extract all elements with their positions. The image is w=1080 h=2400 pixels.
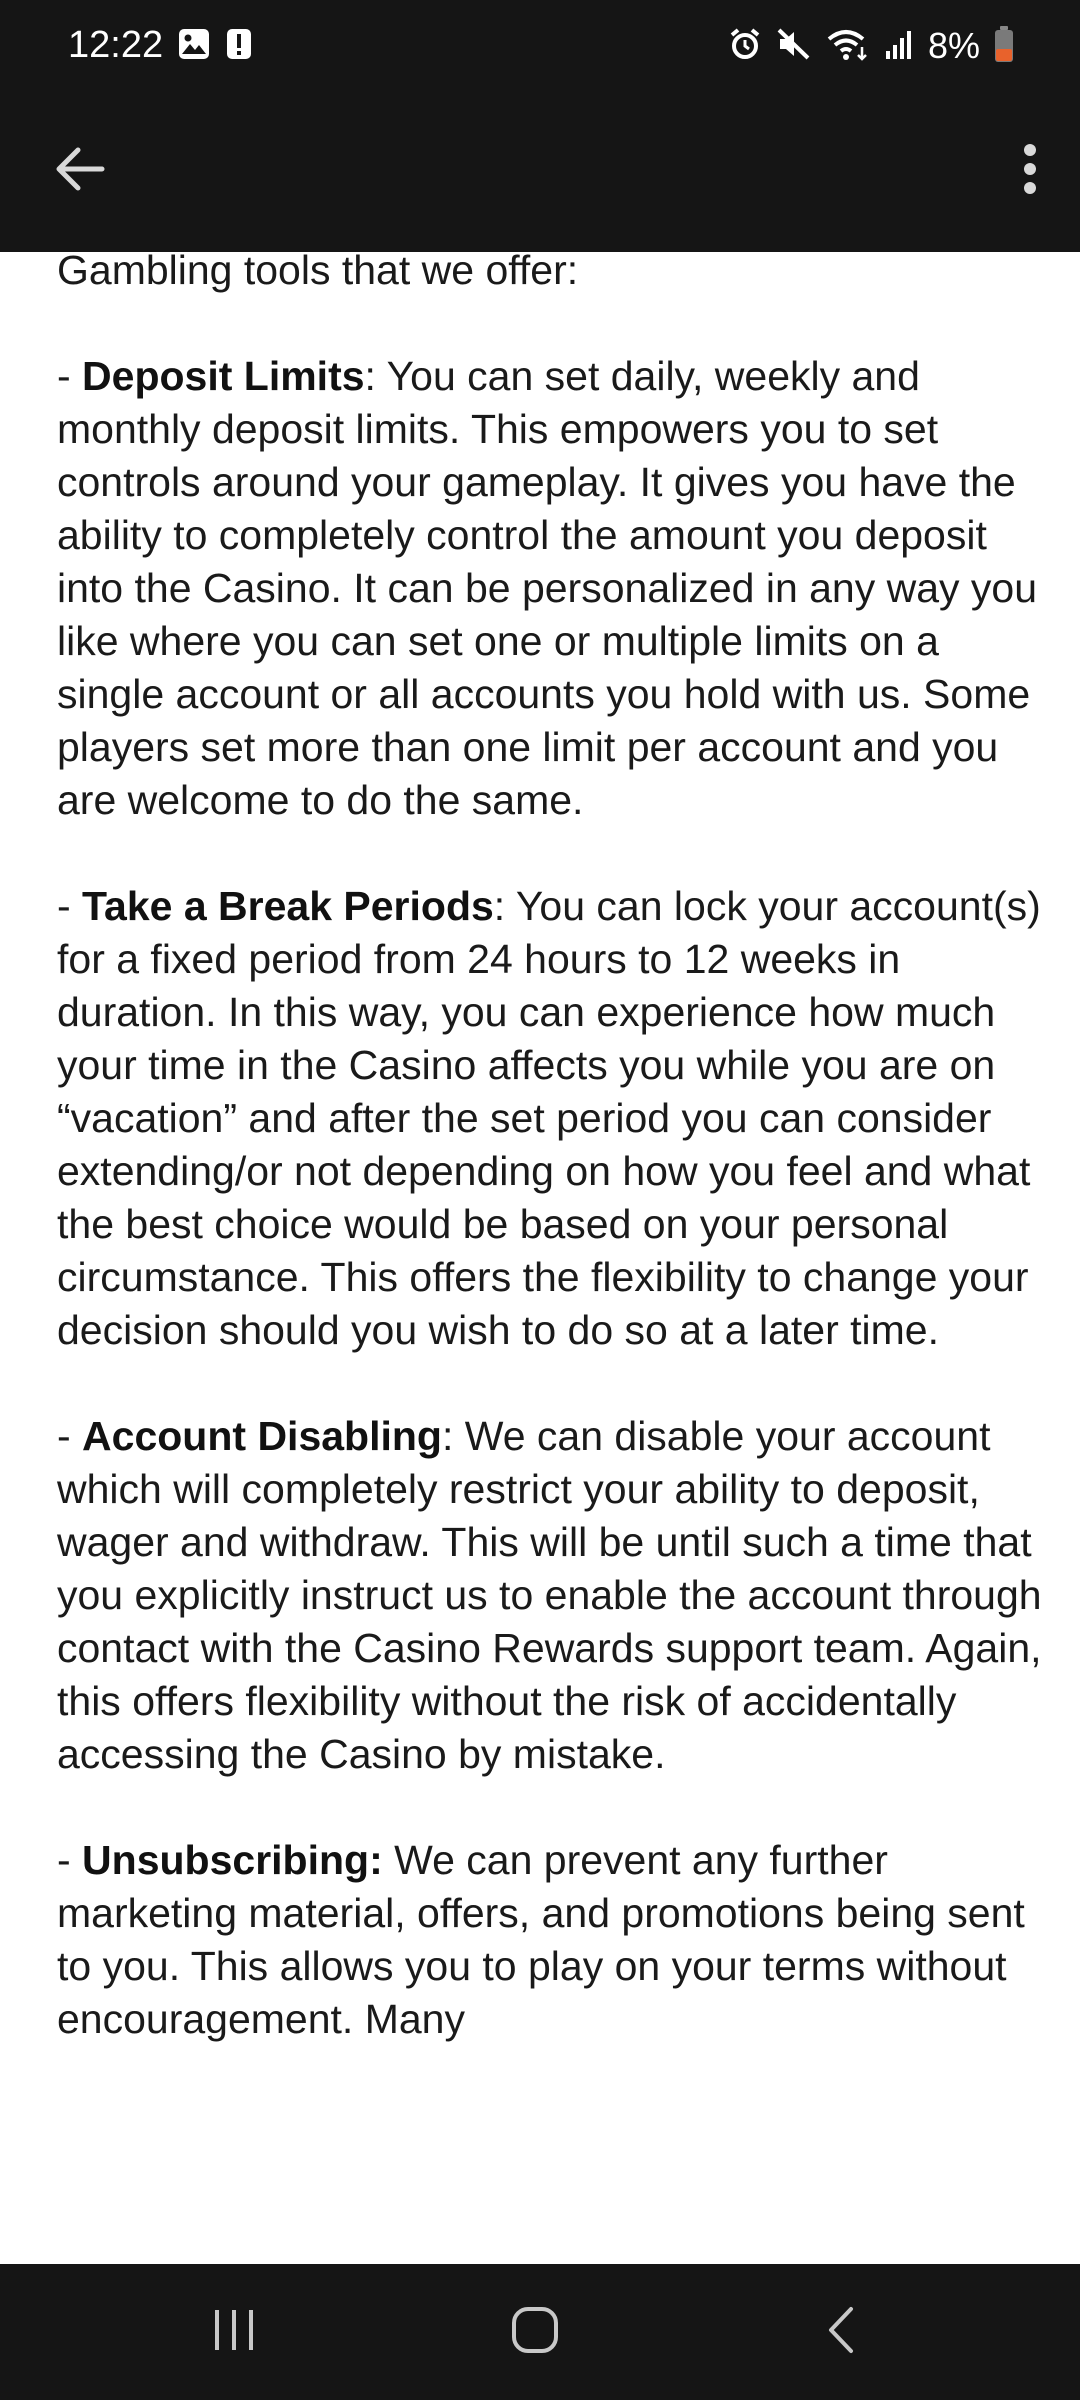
battery-icon — [994, 25, 1014, 68]
recents-icon — [209, 2307, 259, 2358]
section-account-disabling — [57, 1410, 1057, 1781]
section-title: Unsubscribing: — [82, 1837, 383, 1883]
system-nav-bar — [0, 2264, 1080, 2400]
status-bar — [0, 0, 1080, 90]
arrow-left-icon — [54, 146, 106, 197]
nav-back-icon — [823, 2305, 857, 2360]
intro-text: Gambling tools that we offer: — [57, 252, 579, 293]
home-button[interactable] — [475, 2292, 595, 2372]
more-options-button[interactable] — [1000, 126, 1060, 216]
section-body: : You can set daily, weekly and monthly deposit limits. This empowers you to set controls around your gameplay. It gives you have the ability to completely control the amount you deposit into the Casino. It can be personalized in any way you like where you can set one or multiple limits on a single account or all accounts you hold with us. Some players set more than one limit per account and you are welcome to do the same. — [57, 353, 1038, 823]
section-prefix: - — [57, 353, 83, 399]
section-deposit-limits — [57, 350, 1057, 827]
back-button[interactable] — [40, 126, 120, 216]
section-prefix: - — [57, 883, 83, 929]
image-icon — [178, 28, 210, 65]
status-right-icons — [728, 20, 1014, 72]
section-take-a-break — [57, 880, 1057, 1357]
section-body: : We can disable your account which will completely restrict your ability to deposit, wager and withdraw. This will be until such a time that you explicitly instruct us to enable the account through contact with the Casino Rewards support team. Again, this offers flexibility without the risk of accidentally accessing the Casino by mistake. — [57, 1413, 1042, 1777]
more-vert-icon — [1022, 143, 1038, 200]
alert-icon — [226, 28, 252, 65]
content-text — [57, 252, 1057, 2099]
status-left-icons — [178, 28, 252, 65]
section-prefix: - — [57, 1413, 83, 1459]
home-icon — [510, 2305, 560, 2360]
section-body: : You can lock your account(s) for a fixed period from 24 hours to 12 weeks in duration. In this way, you can experience how much your time in the Casino affects you while you are on “vacation” and after the set period you can consider extending/or not depending on how you feel and what the best choice would be based on your personal circumstance. This offers the flexibility to change your decision should you wish to do so at a later time. — [57, 883, 1041, 1353]
alarm-icon — [728, 27, 762, 66]
section-unsubscribing — [57, 1834, 1057, 2046]
content-area[interactable] — [0, 252, 1080, 2264]
section-body: We can prevent any further marketing material, offers, and promotions being sent to you. This allows you to play on your terms without encouragement. Many — [57, 1837, 1025, 2042]
battery-percent: 8% — [927, 25, 980, 66]
section-title: Account Disabling — [82, 1413, 442, 1459]
recents-button[interactable] — [174, 2292, 294, 2372]
section-prefix: - — [57, 1837, 83, 1883]
mute-icon — [776, 27, 812, 66]
app-bar — [0, 90, 1080, 252]
wifi-icon — [826, 27, 870, 66]
signal-icon — [884, 27, 914, 66]
nav-back-button[interactable] — [780, 2292, 900, 2372]
status-time: 12:22 — [68, 24, 164, 66]
section-title: Deposit Limits — [82, 353, 365, 399]
section-title: Take a Break Periods — [82, 883, 494, 929]
